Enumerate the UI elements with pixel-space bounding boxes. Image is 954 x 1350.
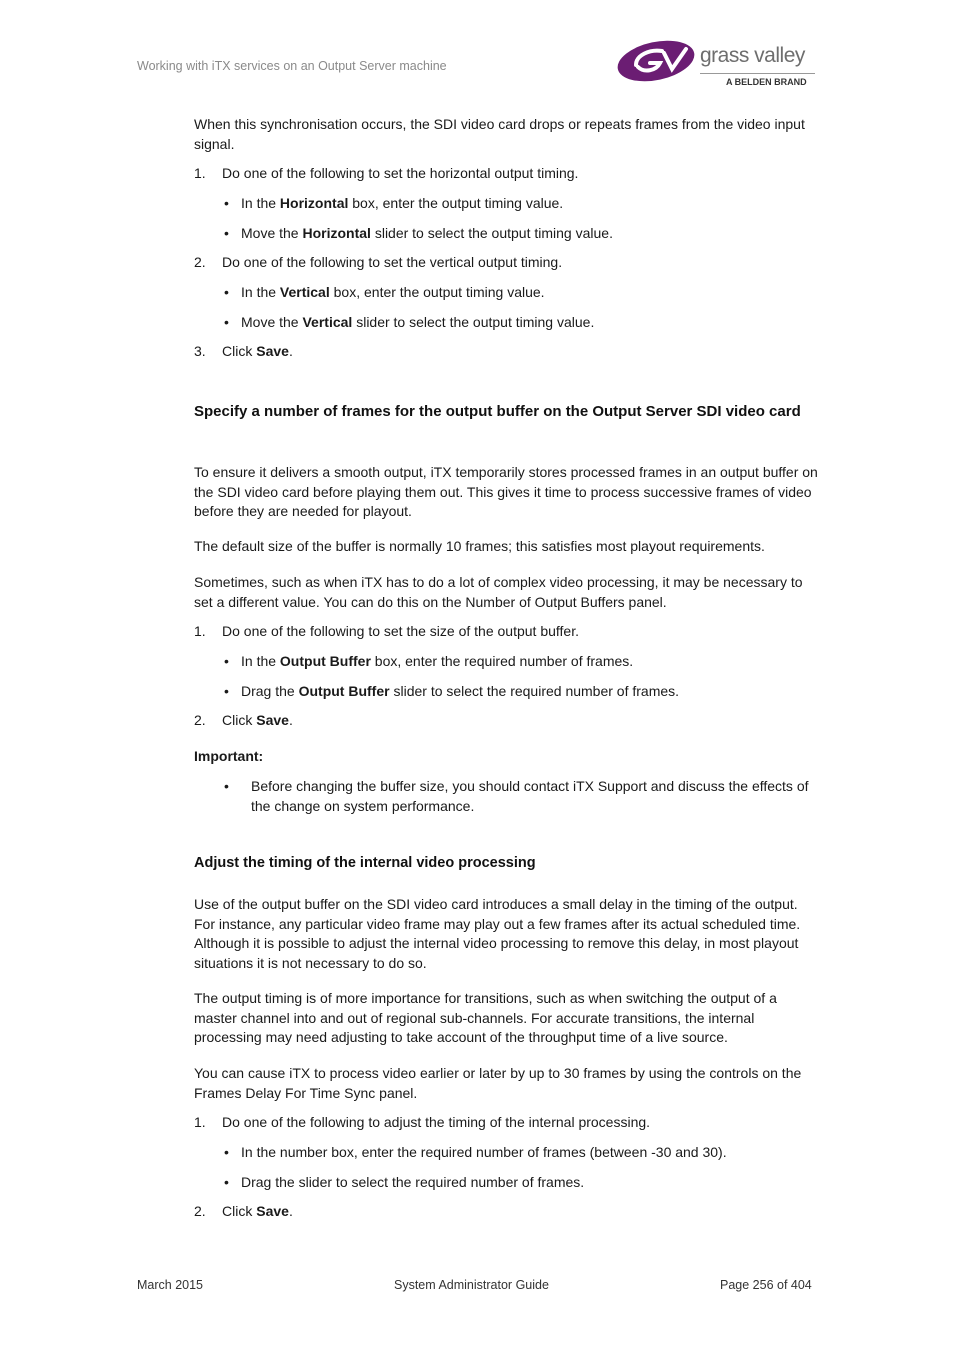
- step-number: 1.: [194, 1114, 206, 1130]
- step-text: Click Save.: [222, 712, 293, 728]
- paragraph: The default size of the buffer is normally 10 frames; this satisfies most playout requirements.: [194, 538, 765, 554]
- step-text: Do one of the following to set the vertical output timing.: [222, 254, 563, 270]
- brand-tagline: A BELDEN BRAND: [726, 77, 807, 87]
- bullet-text: In the number box, enter the required number of frames (between -30 and 30).: [241, 1144, 727, 1160]
- bullet-text: Move the Horizontal slider to select the output timing value.: [241, 225, 613, 241]
- bullet-text: In the Vertical box, enter the output timing value.: [241, 284, 545, 300]
- step-number: 1.: [194, 165, 206, 181]
- step-text: Click Save.: [222, 1203, 293, 1219]
- bullet-text: Drag the Output Buffer slider to select the required number of frames.: [241, 683, 680, 699]
- important-label: Important:: [194, 748, 264, 764]
- bullet-marker: •: [224, 653, 229, 669]
- step-number: 2.: [194, 1203, 206, 1219]
- step-number: 3.: [194, 343, 206, 359]
- step-number: 2.: [194, 254, 206, 270]
- bullet-text: In the Horizontal box, enter the output timing value.: [241, 195, 564, 211]
- footer-page-number: Page 256 of 404: [720, 1278, 812, 1292]
- intro-paragraph: When this synchronisation occurs, the SDI video card drops or repeats frames from the video input signal.: [194, 116, 805, 152]
- paragraph: Use of the output buffer on the SDI video card introduces a small delay in the timing of the output. For instance, any particular video frame may play out a few frames after its actual scheduled time. Although it is possible to adjust the internal video processing to remove this delay, in most playout situations it is not necessary to do so.: [194, 896, 801, 971]
- footer-guide-title: System Administrator Guide: [394, 1278, 549, 1292]
- paragraph: To ensure it delivers a smooth output, iTX temporarily stores processed frames in an output buffer on the SDI video card before playing them out. This gives it time to process successive frames of video before they are needed for playout.: [194, 464, 818, 520]
- bullet-text: In the Output Buffer box, enter the required number of frames.: [241, 653, 634, 669]
- step-text: Do one of the following to set the horizontal output timing.: [222, 165, 579, 181]
- subsection-heading: Adjust the timing of the internal video processing: [194, 855, 536, 871]
- bullet-marker: •: [224, 225, 229, 241]
- bullet-marker: •: [224, 778, 229, 794]
- running-header: Working with iTX services on an Output Server machine: [137, 59, 447, 73]
- bullet-text: Drag the slider to select the required number of frames.: [241, 1174, 585, 1190]
- important-text: Before changing the buffer size, you should contact iTX Support and discuss the effects of the change on system performance.: [251, 778, 809, 814]
- paragraph: Sometimes, such as when iTX has to do a lot of complex video processing, it may be necessary to set a different value. You can do this on the Number of Output Buffers panel.: [194, 574, 803, 610]
- paragraph: The output timing is of more importance for transitions, such as when switching the output of a master channel into and out of regional sub-channels. For accurate transitions, the internal processing may need adjusting to take account of the throughput time of a live source.: [194, 990, 777, 1046]
- bullet-text: Move the Vertical slider to select the output timing value.: [241, 314, 595, 330]
- step-text: Do one of the following to adjust the timing of the internal processing.: [222, 1114, 651, 1130]
- step-text: Click Save.: [222, 343, 293, 359]
- footer-date: March 2015: [137, 1278, 204, 1292]
- step-number: 2.: [194, 712, 206, 728]
- bullet-marker: •: [224, 683, 229, 699]
- section-heading: Specify a number of frames for the output buffer on the Output Server SDI video card: [194, 403, 801, 420]
- paragraph: You can cause iTX to process video earlier or later by up to 30 frames by using the controls on the Frames Delay For Time Sync panel.: [194, 1065, 802, 1101]
- bullet-marker: •: [224, 195, 229, 211]
- brand-divider: [700, 73, 815, 74]
- bullet-marker: •: [224, 1144, 229, 1160]
- bullet-marker: •: [224, 314, 229, 330]
- bullet-marker: •: [224, 284, 229, 300]
- bullet-marker: •: [224, 1174, 229, 1190]
- step-text: Do one of the following to set the size of the output buffer.: [222, 623, 579, 639]
- step-number: 1.: [194, 623, 206, 639]
- brand-name: grass valley: [700, 44, 805, 67]
